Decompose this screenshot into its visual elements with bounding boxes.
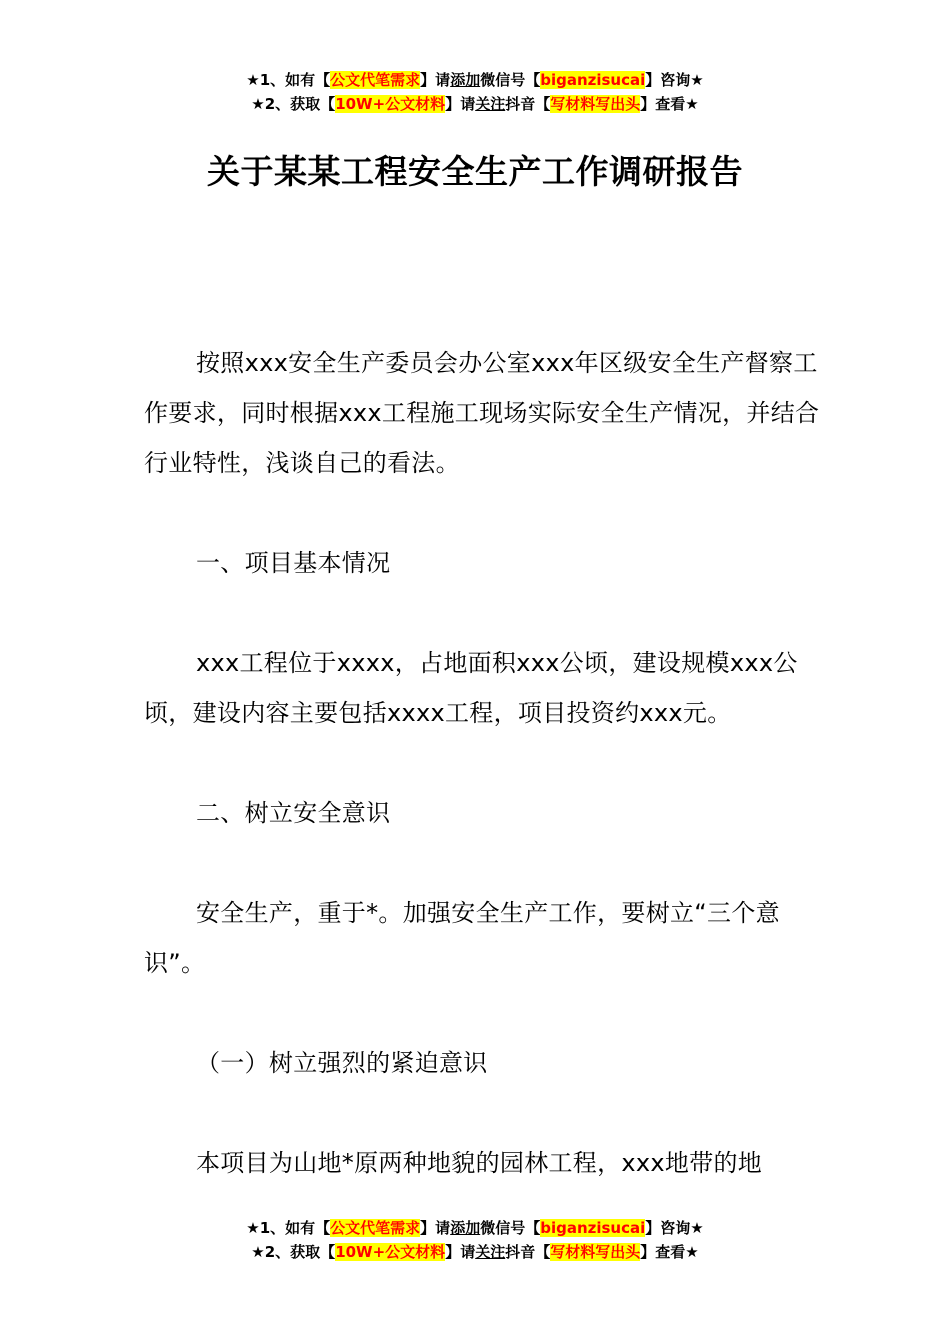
section-heading-2: 二、树立安全意识 xyxy=(196,799,391,827)
notice-highlight: 公文代笔需求 xyxy=(330,1219,421,1237)
notice-line-2 xyxy=(0,1240,950,1264)
notice-highlight: 公文代笔需求 xyxy=(330,71,421,89)
notice-text: 微信号【 xyxy=(480,1219,541,1237)
header-notice xyxy=(0,68,950,116)
notice-text: 】请 xyxy=(445,95,476,113)
document-title: 关于某某工程安全生产工作调研报告 xyxy=(207,152,743,191)
notice-text: 微信号【 xyxy=(480,71,541,89)
notice-line-2 xyxy=(0,92,950,116)
notice-text: ★2、获取【 xyxy=(251,95,336,113)
notice-highlight: 10W+公文材料 xyxy=(335,1243,446,1261)
document-body xyxy=(144,338,834,1188)
terrain-paragraph: 本项目为山地*原两种地貌的园林工程，xxx地带的地 xyxy=(196,1149,763,1177)
notice-text: 】请 xyxy=(420,71,451,89)
safety-paragraph: 安全生产，重于*。加强安全生产工作，要树立“三个意识”。 xyxy=(144,899,780,977)
douyin-id-highlight: 写材料写出头 xyxy=(550,95,641,113)
notice-highlight: 10W+公文材料 xyxy=(335,95,446,113)
intro-paragraph: 按照xxx安全生产委员会办公室xxx年区级安全生产督察工作要求，同时根据xxx工程施工现场实际安全生产情况，并结合行业特性，浅谈自己的看法。 xyxy=(144,349,820,477)
notice-text: 】请 xyxy=(420,1219,451,1237)
subsection-heading-1: （一）树立强烈的紧迫意识 xyxy=(196,1049,488,1077)
project-overview-paragraph: xxx工程位于xxxx，占地面积xxx公顷，建设规模xxx公顷，建设内容主要包括xxxx工程，项目投资约xxx元。 xyxy=(144,649,798,727)
notice-line-1 xyxy=(0,1216,950,1240)
notice-text: 】查看★ xyxy=(640,1243,699,1261)
notice-text: ★1、如有【 xyxy=(246,1219,331,1237)
notice-underlined: 添加 xyxy=(450,71,481,89)
wechat-id-highlight: biganzisucai xyxy=(540,71,646,89)
notice-text: 】咨询★ xyxy=(645,71,704,89)
notice-underlined: 添加 xyxy=(450,1219,481,1237)
notice-text: ★2、获取【 xyxy=(251,1243,336,1261)
section-heading-1: 一、项目基本情况 xyxy=(196,549,391,577)
notice-text: 】查看★ xyxy=(640,95,699,113)
notice-text: 抖音【 xyxy=(505,95,551,113)
notice-text: ★1、如有【 xyxy=(246,71,331,89)
douyin-id-highlight: 写材料写出头 xyxy=(550,1243,641,1261)
notice-line-1 xyxy=(0,68,950,92)
footer-notice xyxy=(0,1216,950,1264)
notice-text: 】咨询★ xyxy=(645,1219,704,1237)
notice-underlined: 关注 xyxy=(475,1243,506,1261)
notice-underlined: 关注 xyxy=(475,95,506,113)
notice-text: 】请 xyxy=(445,1243,476,1261)
notice-text: 抖音【 xyxy=(505,1243,551,1261)
wechat-id-highlight: biganzisucai xyxy=(540,1219,646,1237)
